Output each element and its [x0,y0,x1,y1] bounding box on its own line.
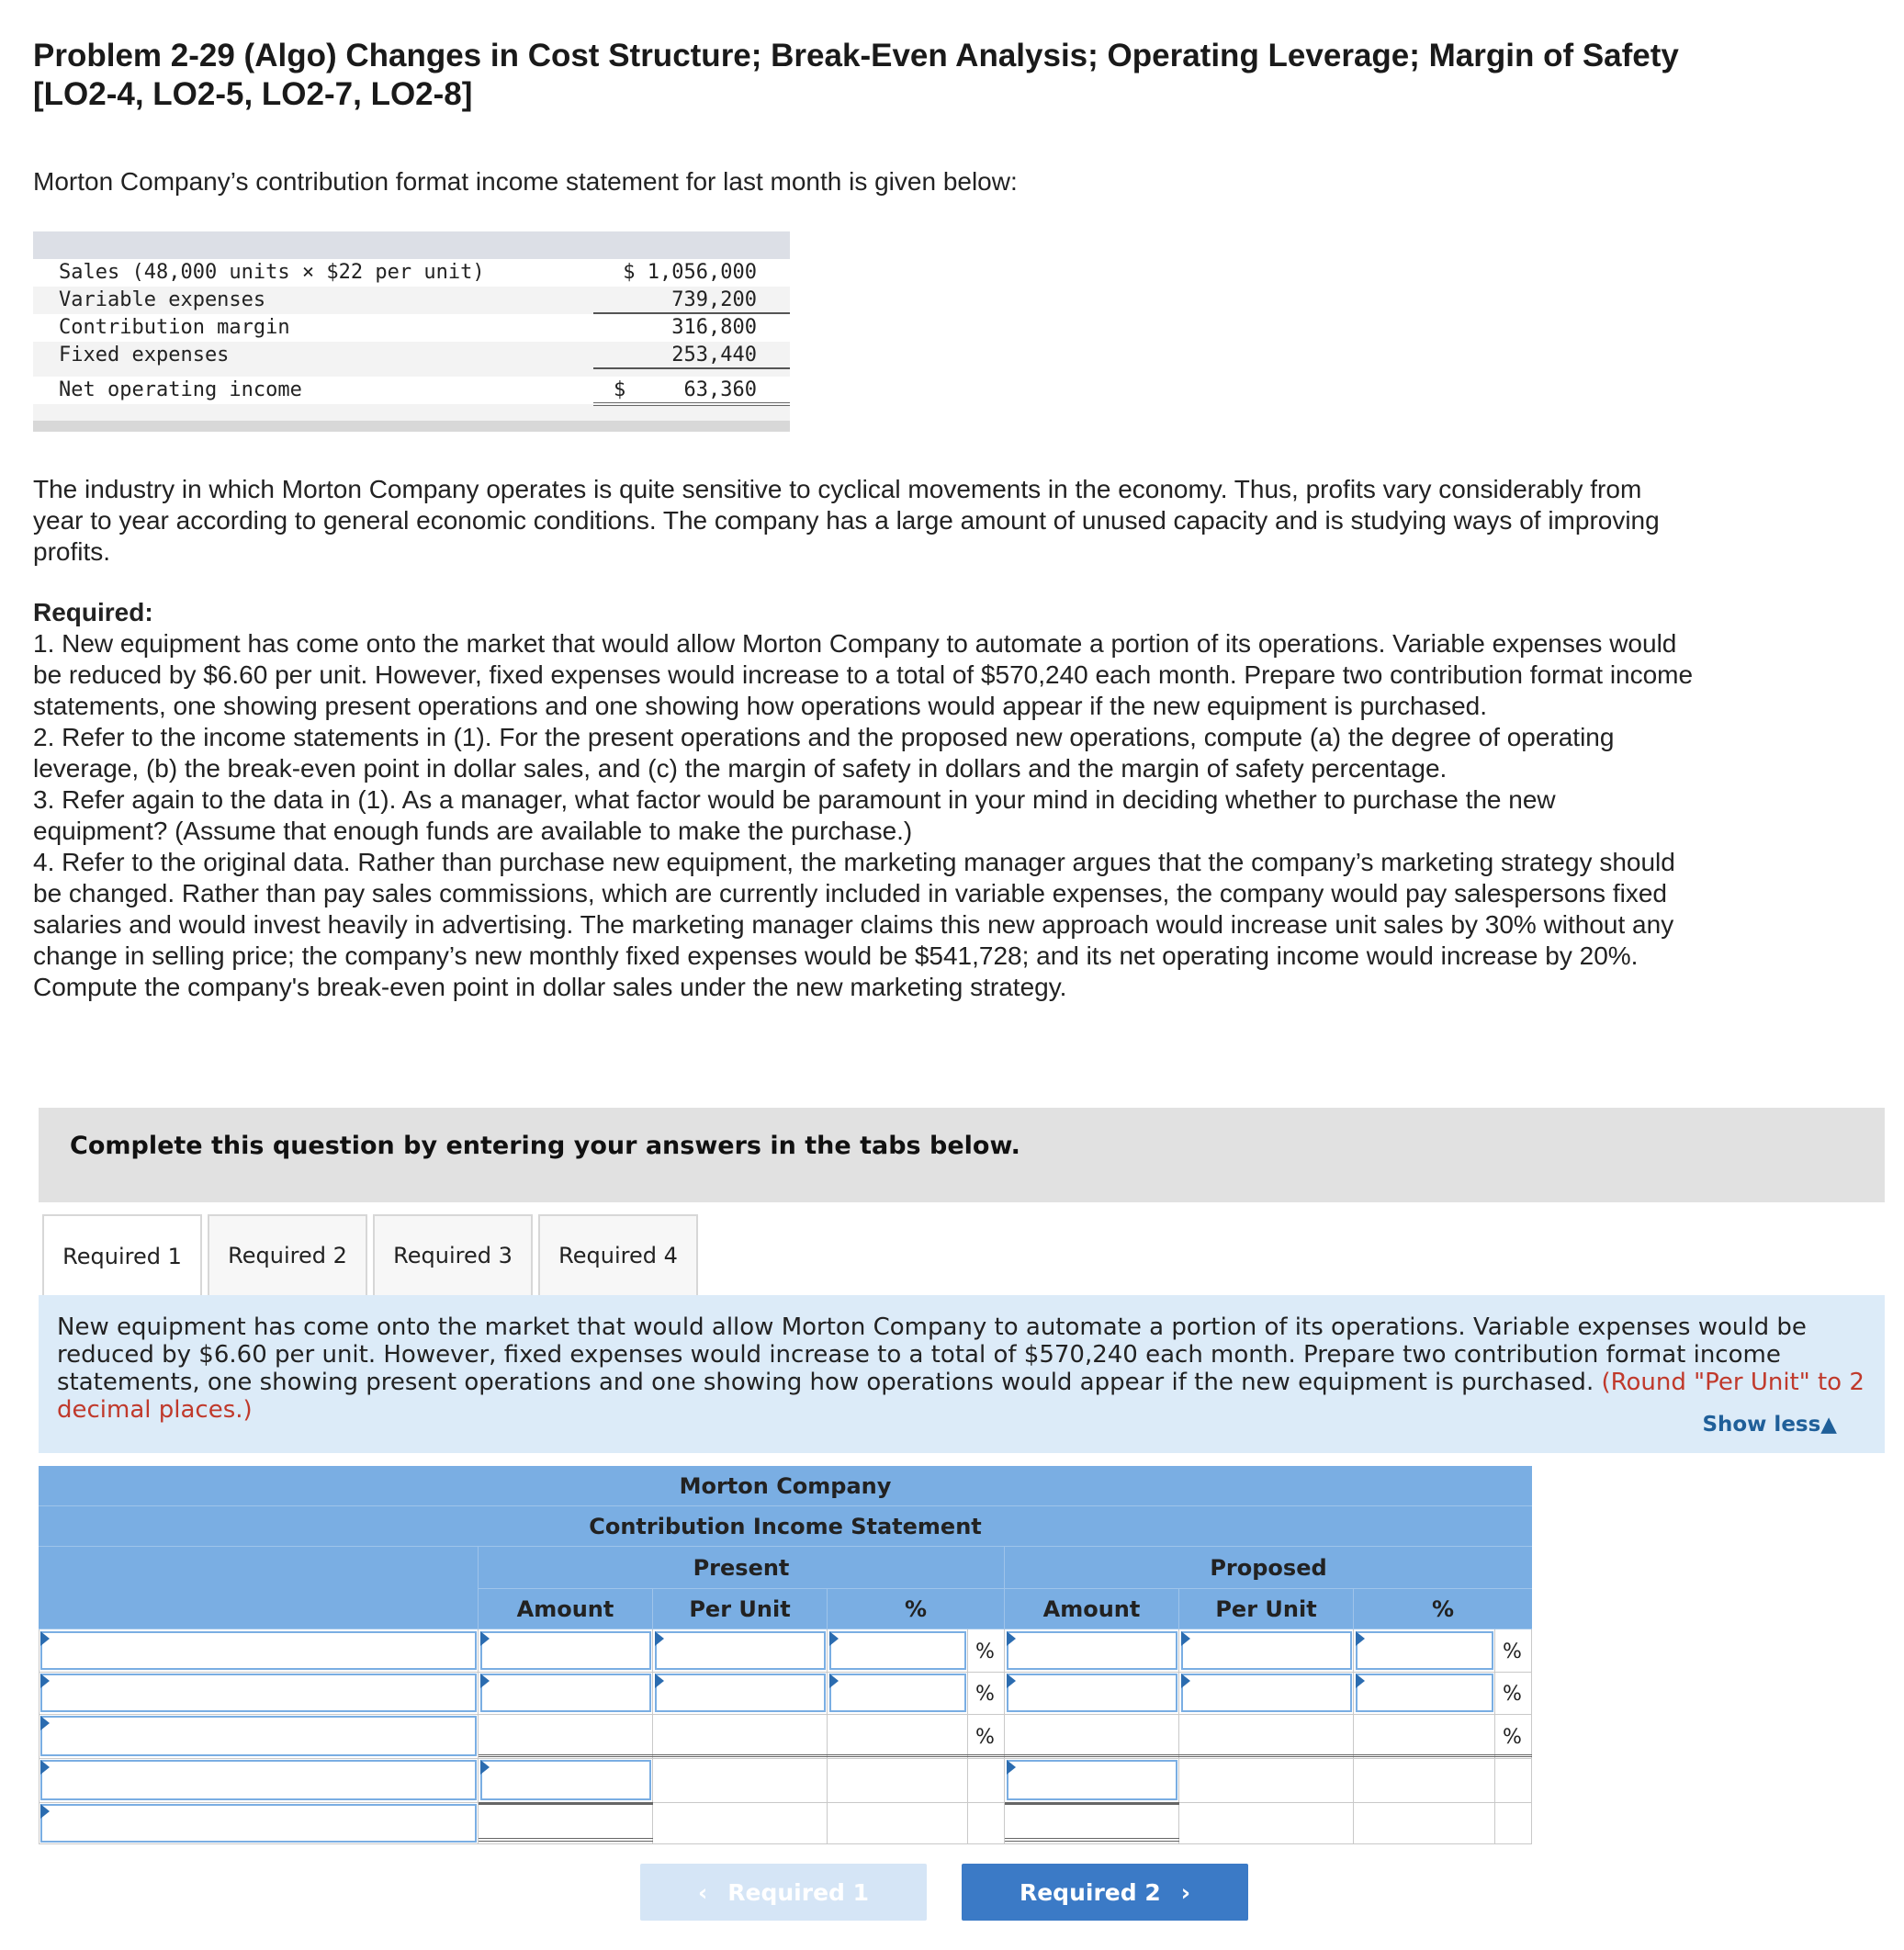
required-item-2: 2. Refer to the income statements in (1). For the present operations and the proposed new operations, compute (a) the degree of operating leverage, (b) the break-even point in dollar sales, and (c) the margin of safety in dollars and the margin of safety percentage. [33,723,1615,783]
statement-row [33,287,790,314]
header-blank [39,1547,479,1629]
triangle-up-icon: ▲ [1820,1413,1837,1437]
required-heading: Required: [33,598,153,626]
row3-label-select[interactable] [40,1716,477,1756]
row5-label-select[interactable] [40,1804,477,1843]
required-item-4: 4. Refer to the original data. Rather than purchase new equipment, the marketing manager argues that the company’s marketing strategy should be changed. Rather than pay sales commissions, which are currently included in variable expenses, the company would pay salespersons fixed salaries and would invest heavily in advertising. The marketing manager claims this new approach would increase unit sales by 30% without any change in selling price; the company’s new monthly fixed expenses would be $541,728; and its net operating income would increase by 20%. Compute the company's break-even point in dollar sales under the new marketing strategy. [33,848,1675,1001]
row-separator [39,1802,1532,1803]
pct-sign: % [975,1640,995,1663]
pct-sign: % [975,1683,995,1706]
statement-value: 739,200 [671,288,757,311]
banner-text: Complete this question by entering your answers in the tabs below. [70,1132,1020,1160]
statement-label: Variable expenses [59,288,266,311]
show-less-label: Show less [1702,1413,1821,1437]
instructions-text: New equipment has come onto the market that would allow Morton Company to automate a portion of its operations. Variable expenses would be reduced by $6.60 per unit. However, fixed expenses would increase to a total of $570,240 each month. Prepare two contribution format income statements, one showing present operations and one showing how operations would appear if the new equipment is purchased. [57,1313,1807,1396]
intro-text: Morton Company’s contribution format income statement for last month is given below: [33,167,1018,196]
row2-present-amount-input[interactable] [480,1674,651,1712]
row-separator [39,1758,1532,1759]
header-proposed: Proposed [1005,1547,1532,1589]
statement-row [33,342,790,369]
underline [479,1802,653,1805]
row1-present-per-unit-input[interactable] [655,1631,826,1670]
row1-label-select[interactable] [40,1631,477,1670]
underline [479,1754,1005,1757]
statement-label: Fixed expenses [59,344,230,366]
double-underline [1005,1838,1179,1842]
income-statement-table [39,1466,1532,1844]
col-proposed-amount: Amount [1005,1589,1179,1629]
row1-proposed-per-unit-input[interactable] [1181,1631,1352,1670]
statement-row [33,377,790,404]
complete-banner [39,1108,1885,1202]
show-less-link[interactable] [1702,1411,1837,1438]
row4-present-amount-input[interactable] [480,1760,651,1800]
col-present-per-unit: Per Unit [653,1589,828,1629]
row1-proposed-pct-input[interactable] [1356,1631,1493,1670]
chevron-left-icon: ‹ [697,1878,708,1906]
prev-label: Required 1 [727,1878,870,1906]
row2-proposed-amount-input[interactable] [1007,1674,1177,1712]
pct-sign: % [1503,1683,1522,1706]
statement-label: Contribution margin [59,316,290,339]
header-present: Present [479,1547,1005,1589]
double-underline [593,402,790,406]
row1-present-pct-input[interactable] [829,1631,966,1670]
row4-label-select[interactable] [40,1760,477,1800]
pct-sign: % [1503,1640,1522,1663]
table-statement-title: Contribution Income Statement [39,1506,1532,1547]
statement-row [33,259,790,287]
pct-sign: % [975,1726,995,1749]
row-separator [39,1672,1532,1673]
problem-title: Problem 2-29 (Algo) Changes in Cost Structure; Break-Even Analysis; Operating Leverage; Margin of Safety [LO2-4, LO2-5, LO2-7, LO2-8] [33,38,1679,112]
pct-sign: % [1503,1726,1522,1749]
statement-dollar: $ [614,378,626,401]
rounding-note: (Round "Per Unit" to 2 decimal places.) [57,1369,1865,1424]
required-item-1: 1. New equipment has come onto the market that would allow Morton Company to automate a portion of its operations. Variable expenses would be reduced by $6.60 per unit. However, fixed expenses would increase to a total of $570,240 each month. Prepare two contribution format income statements, one showing present operations and one showing how operations would appear if the new equipment is purchased. [33,629,1694,720]
tab-required-3[interactable]: Required 3 [373,1214,533,1295]
statement-value: 63,360 [683,378,757,401]
col-proposed-per-unit: Per Unit [1179,1589,1354,1629]
tab-required-4[interactable]: Required 4 [538,1214,698,1295]
underline [1005,1754,1532,1757]
statement-label: Net operating income [59,378,302,401]
col-proposed-pct: % [1354,1589,1532,1629]
row2-present-pct-input[interactable] [829,1674,966,1712]
statement-value: 253,440 [671,344,757,366]
statement-label: Sales (48,000 units × $22 per unit) [59,261,485,284]
next-label: Required 2 [1019,1878,1161,1906]
original-income-statement [33,231,790,432]
industry-paragraph: The industry in which Morton Company operates is quite sensitive to cyclical movements in the economy. Thus, profits vary considerably from year to year according to general economic conditions. The company has a large amount of unused capacity and is studying ways of improving profits. [33,475,1660,566]
tab-required-1[interactable]: Required 1 [42,1214,202,1297]
required-section [33,597,1696,1003]
col-present-pct: % [828,1589,1005,1629]
col-present-amount: Amount [479,1589,653,1629]
row2-label-select[interactable] [40,1674,477,1712]
row2-proposed-per-unit-input[interactable] [1181,1674,1352,1712]
statement-value: 316,800 [671,316,757,339]
row2-proposed-pct-input[interactable] [1356,1674,1493,1712]
instructions-panel [39,1295,1885,1453]
next-required-button[interactable] [962,1864,1248,1921]
row4-proposed-amount-input[interactable] [1007,1760,1177,1800]
statement-value: $ 1,056,000 [623,261,757,284]
double-underline [479,1838,653,1842]
row1-proposed-amount-input[interactable] [1007,1631,1177,1670]
table-company: Morton Company [39,1466,1532,1506]
underline [1005,1802,1179,1805]
tab-required-2[interactable]: Required 2 [208,1214,367,1295]
row1-present-amount-input[interactable] [480,1631,651,1670]
row-separator [39,1714,1532,1715]
underline [593,367,790,369]
row2-present-per-unit-input[interactable] [655,1674,826,1712]
statement-row [33,314,790,342]
chevron-right-icon: › [1180,1878,1191,1906]
prev-required-button[interactable] [640,1864,927,1921]
required-item-3: 3. Refer again to the data in (1). As a manager, what factor would be paramount in your mind in deciding whether to purchase the new equipment? (Assume that enough funds are available to make the purchase.) [33,785,1556,845]
